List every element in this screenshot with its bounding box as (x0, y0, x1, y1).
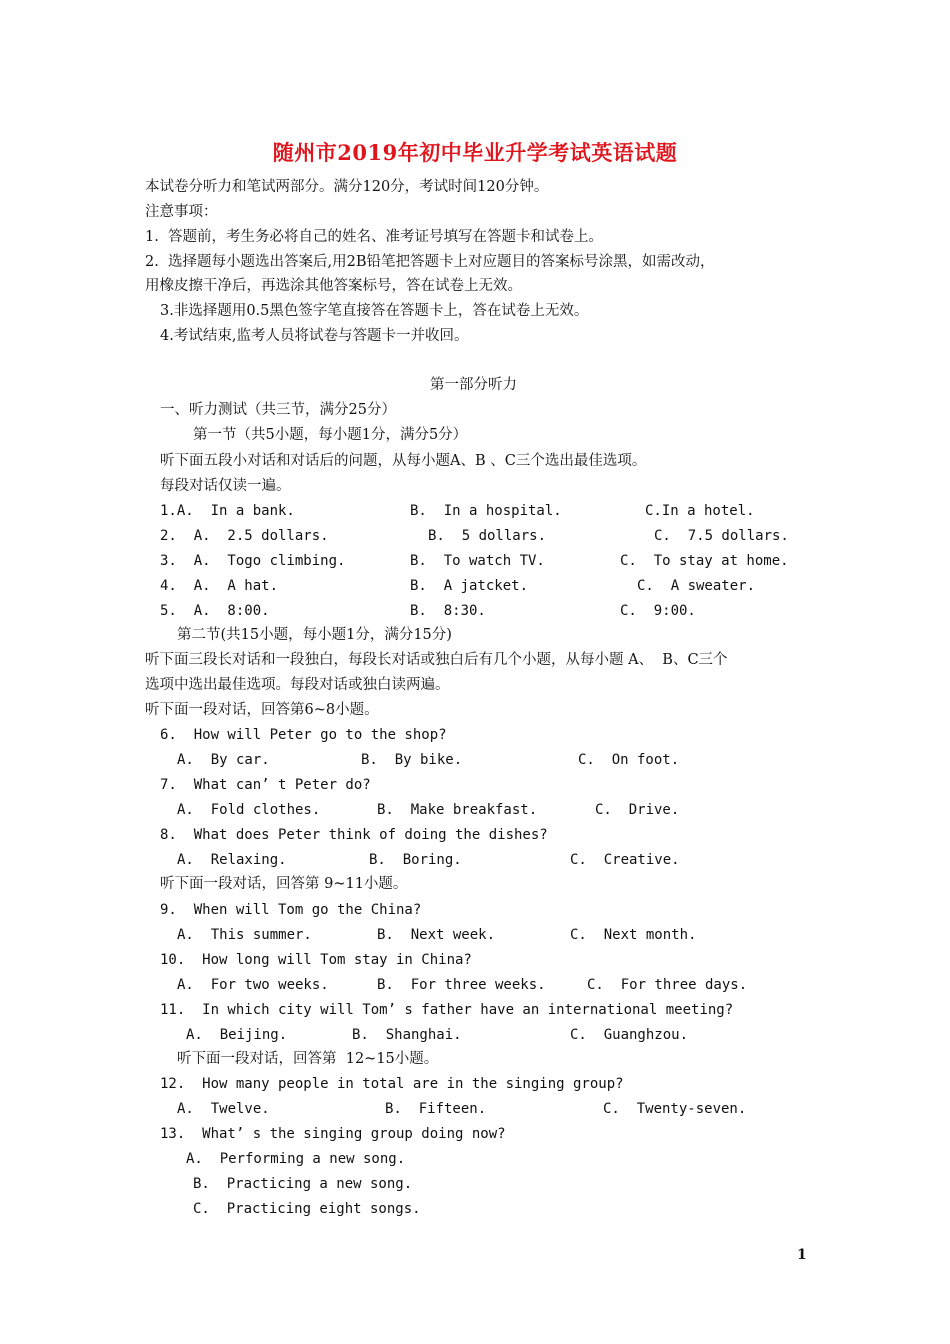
option-c: C. Drive. (595, 802, 680, 818)
option-c: C. Practicing eight songs. (193, 1201, 421, 1217)
question: 12. How many people in total are in the singing group? (160, 1076, 624, 1092)
option-a: A. Relaxing. (177, 852, 287, 868)
dialogue-instruction: 听下面一段对话，回答第6~8小题。 (145, 702, 379, 718)
part-heading: 第一部分听力 (430, 377, 517, 393)
dialogue-instruction: 听下面一段对话，回答第 12~15小题。 (177, 1051, 439, 1067)
question: 13. What’ s the singing group doing now? (160, 1126, 506, 1142)
option-a: 1.A. In a bank. (160, 503, 295, 519)
question: 9. When will Tom go the China? (160, 902, 422, 918)
section-heading: 一、听力测试（共三节，满分25分） (160, 402, 396, 418)
option-c: C. To stay at home. (620, 553, 789, 569)
option-c: C. Creative. (570, 852, 680, 868)
option-a: A. Performing a new song. (186, 1151, 406, 1167)
option-b: B. For three weeks. (377, 977, 546, 993)
notice-heading: 注意事项： (145, 204, 218, 220)
option-a: 4. A. A hat. (160, 578, 279, 594)
option-c: C.In a hotel. (645, 503, 755, 519)
option-b: B. Shanghai. (352, 1027, 462, 1043)
option-b: B. To watch TV. (410, 553, 545, 569)
option-b: B. Make breakfast. (377, 802, 538, 818)
option-c: C. On foot. (578, 752, 680, 768)
intro-line: 本试卷分听力和笔试两部分。满分120分，考试时间120分钟。 (145, 179, 549, 195)
question: 6. How will Peter go to the shop? (160, 727, 447, 743)
note-1: 1. 答题前，考生务必将自己的姓名、准考证号填写在答题卡和试卷上。 (145, 229, 604, 245)
option-c: C. For three days. (587, 977, 748, 993)
subsection-2-instruction: 听下面三段长对话和一段独白，每段长对话或独白后有几个小题，从每小题 A、 B、C三个 (145, 652, 728, 668)
page-number: 1 (797, 1247, 807, 1263)
option-b: B. 8:30. (410, 603, 486, 619)
note-3: 3.非选择题用0.5黑色签字笔直接答在答题卡上，答在试卷上无效。 (160, 303, 589, 319)
note-2-line-2: 用橡皮擦干净后，再选涂其他答案标号，答在试卷上无效。 (145, 278, 522, 294)
option-b: B. Practicing a new song. (193, 1176, 413, 1192)
option-c: C. Guanghzou. (570, 1027, 689, 1043)
option-a: A. By car. (177, 752, 270, 768)
option-b: B. Boring. (369, 852, 462, 868)
question: 10. How long will Tom stay in China? (160, 952, 472, 968)
option-b: B. In a hospital. (410, 503, 562, 519)
question: 7. What can’ t Peter do? (160, 777, 371, 793)
option-c: C. A sweater. (637, 578, 756, 594)
note-4: 4.考试结束,监考人员将试卷与答题卡一并收回。 (160, 328, 469, 344)
subsection-1-instruction-2: 每段对话仅读一遍。 (160, 478, 291, 494)
subsection-1-instruction: 听下面五段小对话和对话后的问题，从每小题A、B 、C三个选出最佳选项。 (160, 453, 647, 469)
option-b: B. Next week. (377, 927, 496, 943)
option-c: C. Next month. (570, 927, 697, 943)
option-b: B. By bike. (361, 752, 463, 768)
option-c: C. Twenty-seven. (603, 1101, 747, 1117)
option-c: C. 7.5 dollars. (654, 528, 789, 544)
question: 8. What does Peter think of doing the dishes? (160, 827, 548, 843)
subsection-2-instruction-2: 选项中选出最佳选项。每段对话或独白读两遍。 (145, 677, 450, 693)
option-a: 5. A. 8:00. (160, 603, 270, 619)
option-b: B. A jatcket. (410, 578, 529, 594)
option-a: A. Fold clothes. (177, 802, 321, 818)
subsection-1-heading: 第一节（共5小题，每小题1分，满分5分） (193, 427, 468, 443)
option-b: B. Fifteen. (385, 1101, 487, 1117)
note-2-line-1: 2. 选择题每小题选出答案后,用2B铅笔把答题卡上对应题目的答案标号涂黑，如需改动， (145, 254, 715, 270)
page-title: 随州市2019年初中毕业升学考试英语试题 (272, 140, 678, 165)
option-a: A. Twelve. (177, 1101, 270, 1117)
option-c: C. 9:00. (620, 603, 696, 619)
option-a: 2. A. 2.5 dollars. (160, 528, 329, 544)
option-a: A. Beijing. (186, 1027, 288, 1043)
subsection-2-heading: 第二节(共15小题，每小题1分，满分15分) (177, 627, 452, 643)
dialogue-instruction: 听下面一段对话，回答第 9~11小题。 (160, 876, 408, 892)
option-b: B. 5 dollars. (428, 528, 547, 544)
question: 11. In which city will Tom’ s father have an international meeting? (160, 1002, 734, 1018)
option-a: A. This summer. (177, 927, 312, 943)
option-a: 3. A. Togo climbing. (160, 553, 346, 569)
option-a: A. For two weeks. (177, 977, 329, 993)
